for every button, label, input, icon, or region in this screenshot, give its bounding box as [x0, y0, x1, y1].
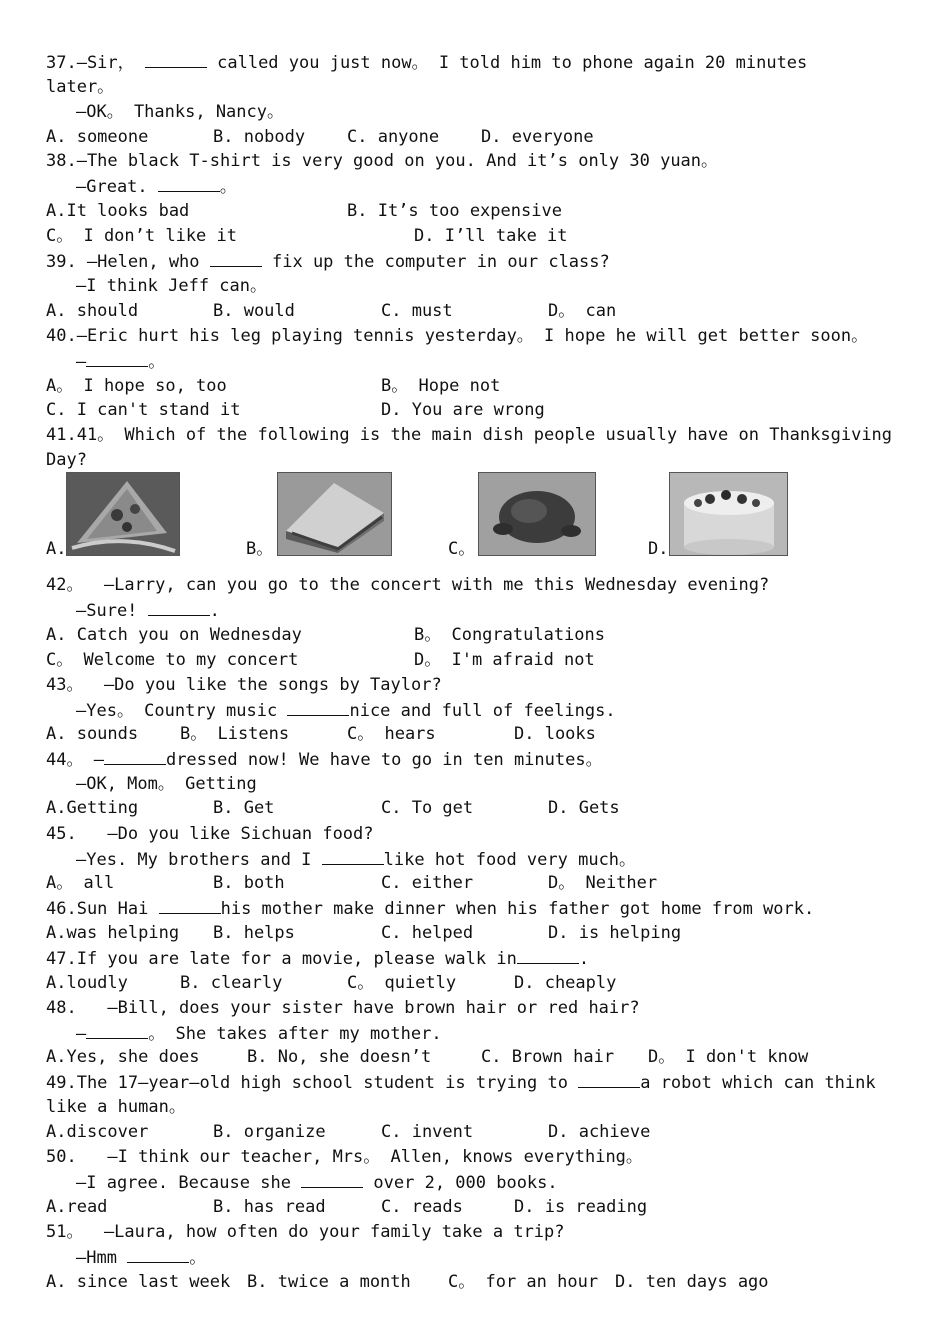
q42-reply-end: . [209, 601, 220, 621]
q37-option-d: D. everyone [481, 127, 594, 147]
q46-stem [46, 897, 814, 919]
q38-blank [158, 175, 220, 192]
q40-option-a: A。 I hope so, too [46, 376, 227, 396]
q38-reply-end: 。 [219, 177, 237, 197]
q38-option-b: B. It’s too expensive [347, 201, 562, 221]
q44-blank [104, 748, 166, 765]
q50-option-d: D. is reading [514, 1197, 648, 1217]
q40-option-d: D. You are wrong [381, 400, 545, 420]
q45-option-d: D。 Neither [548, 873, 658, 893]
q49-option-d: D. achieve [548, 1122, 651, 1142]
q39-reply: —I think Jeff can。 [76, 276, 267, 296]
q46-blank [159, 897, 221, 914]
q39-text-2: fix up the computer in our class? [261, 252, 610, 272]
q37-text-2: called you just now。 I told him to phone again 20 minutes [206, 53, 808, 73]
q51-option-a: A. since last week [46, 1272, 231, 1292]
q47-option-d: D. cheaply [514, 973, 617, 993]
q43-option-b: B。 Listens [180, 724, 290, 744]
q40-reply-end: 。 [148, 352, 166, 372]
q51-reply [76, 1246, 206, 1268]
q42-reply [76, 599, 220, 621]
q51-reply-text: —Hmm [76, 1248, 128, 1268]
q49-text: 49.The 17—year—old high school student is trying to [46, 1073, 579, 1093]
q38-option-d: D. I’ll take it [414, 226, 568, 246]
q38-option-c: C。 I don’t like it [46, 226, 237, 246]
q49-option-c: C. invent [381, 1122, 474, 1142]
q44-option-a: A.Getting [46, 798, 139, 818]
pizza-image [66, 472, 180, 556]
q41-stem: 41.41。 Which of the following is the main dish people usually have on Thanksgiving [46, 425, 893, 445]
q38-stem: 38.—The black T-shirt is very good on you. And it’s only 30 yuan。 [46, 151, 719, 171]
q43-reply-text: —Yes。 Country music [76, 701, 288, 721]
q39-blank [210, 250, 262, 267]
q48-option-d: D。 I don't know [648, 1047, 809, 1067]
q49-blank [578, 1071, 640, 1088]
q51-stem: 51。 —Laura, how often do your family take a trip? [46, 1222, 565, 1242]
q49-option-a: A.discover [46, 1122, 149, 1142]
q44-text-2: dressed now! We have to go in ten minutes。 [165, 750, 603, 770]
q51-option-b: B. twice a month [247, 1272, 411, 1292]
q46-option-d: D. is helping [548, 923, 682, 943]
q48-stem: 48. —Bill, does your sister have brown hair or red hair? [46, 998, 640, 1018]
q45-option-a: A。 all [46, 873, 115, 893]
q48-option-c: C. Brown hair [481, 1047, 615, 1067]
q37-text: 37.—Sir， [46, 53, 145, 73]
q50-reply-text: —I agree. Because she [76, 1173, 302, 1193]
q48-reply [76, 1022, 442, 1044]
q45-option-c: C. either [381, 873, 474, 893]
q43-blank [287, 699, 349, 716]
q41-option-b-label: B。 [246, 539, 274, 559]
q49-stem [46, 1071, 876, 1093]
q40-reply-text: — [76, 352, 87, 372]
q49-option-b: B. organize [213, 1122, 326, 1142]
q39-option-c: C. must [381, 301, 453, 321]
q47-option-b: B. clearly [180, 973, 283, 993]
q50-option-b: B. has read [213, 1197, 326, 1217]
q37-reply: —OK。 Thanks, Nancy。 [76, 102, 284, 122]
q48-option-b: B. No, she doesn’t [247, 1047, 432, 1067]
q43-option-d: D. looks [514, 724, 596, 744]
q48-reply-end: 。 She takes after my mother. [148, 1024, 442, 1044]
q48-option-a: A.Yes, she does [46, 1047, 200, 1067]
sandwich-image [277, 472, 392, 556]
q39-option-b: B. would [213, 301, 295, 321]
q48-blank [86, 1022, 148, 1039]
q46-text: 46.Sun Hai [46, 899, 159, 919]
q51-blank [127, 1246, 189, 1263]
q46-option-c: C. helped [381, 923, 474, 943]
q37-stem [46, 51, 807, 73]
q44-option-d: D. Gets [548, 798, 620, 818]
q40-blank [86, 350, 148, 367]
q51-reply-end: 。 [189, 1248, 207, 1268]
q42-reply-text: —Sure! [76, 601, 148, 621]
q44-option-c: C. To get [381, 798, 474, 818]
q47-option-c: C。 quietly [347, 973, 457, 993]
q50-blank [301, 1171, 363, 1188]
q45-reply [76, 848, 636, 870]
q37-stem-cont: later。 [46, 77, 115, 97]
q51-option-d: D. ten days ago [615, 1272, 769, 1292]
q40-option-c: C. I can't stand it [46, 400, 241, 420]
q41-option-d-label: D. [648, 539, 669, 559]
q51-option-c: C。 for an hour [448, 1272, 599, 1292]
q41-option-a-label: A. [46, 539, 67, 559]
q38-reply [76, 175, 237, 197]
q45-option-b: B. both [213, 873, 285, 893]
q46-option-a: A.was helping [46, 923, 180, 943]
q37-option-a: A. someone [46, 127, 149, 147]
q42-option-b: B。 Congratulations [414, 625, 605, 645]
q42-option-c: C。 Welcome to my concert [46, 650, 299, 670]
q43-option-c: C。 hears [347, 724, 436, 744]
q49-text-2: a robot which can think [640, 1073, 876, 1093]
q42-stem: 42。 —Larry, can you go to the concert with me this Wednesday evening? [46, 575, 770, 595]
q44-option-b: B. Get [213, 798, 275, 818]
q47-blank [517, 947, 579, 964]
q45-reply-end: like hot food very much。 [383, 850, 637, 870]
q45-stem: 45. —Do you like Sichuan food? [46, 824, 374, 844]
roast-turkey-image [478, 472, 596, 556]
q47-text: 47.If you are late for a movie, please walk in [46, 949, 517, 969]
q37-option-b: B. nobody [213, 127, 306, 147]
q38-reply-text: —Great. [76, 177, 158, 197]
q40-reply [76, 350, 165, 372]
q43-option-a: A. sounds [46, 724, 139, 744]
q38-option-a: A.It looks bad [46, 201, 190, 221]
cake-image [669, 472, 788, 556]
q50-reply-end: over 2, 000 books. [363, 1173, 558, 1193]
q37-blank [145, 51, 207, 68]
q44-text: 44。 — [46, 750, 104, 770]
q39-option-d: D。 can [548, 301, 617, 321]
q50-reply [76, 1171, 558, 1193]
q43-stem: 43。 —Do you like the songs by Taylor? [46, 675, 442, 695]
q44-stem [46, 748, 603, 770]
q39-option-a: A. should [46, 301, 139, 321]
q39-text: 39. —Helen, who [46, 252, 210, 272]
q49-stem-cont: like a human。 [46, 1097, 186, 1117]
q42-blank [148, 599, 210, 616]
q43-reply [76, 699, 616, 721]
q42-option-a: A. Catch you on Wednesday [46, 625, 302, 645]
q41-option-c-label: C。 [448, 539, 476, 559]
q45-reply-text: —Yes. My brothers and I [76, 850, 322, 870]
q47-text-2: . [578, 949, 590, 969]
q50-option-c: C. reads [381, 1197, 463, 1217]
q39-stem [46, 250, 610, 272]
q50-option-a: A.read [46, 1197, 108, 1217]
q46-option-b: B. helps [213, 923, 295, 943]
q42-option-d: D。 I'm afraid not [414, 650, 595, 670]
q40-stem: 40.—Eric hurt his leg playing tennis yesterday。 I hope he will get better soon。 [46, 326, 869, 346]
q41-stem-cont: Day? [46, 450, 87, 470]
q48-reply-text: — [76, 1024, 87, 1044]
q45-blank [322, 848, 384, 865]
q47-stem [46, 947, 589, 969]
q46-text-2: his mother make dinner when his father got home from work. [220, 899, 815, 919]
q50-stem: 50. —I think our teacher, Mrs。 Allen, knows everything。 [46, 1147, 643, 1167]
q40-option-b: B。 Hope not [381, 376, 501, 396]
q37-option-c: C. anyone [347, 127, 440, 147]
q44-reply: —OK, Mom。 Getting [76, 774, 257, 794]
q47-option-a: A.loudly [46, 973, 128, 993]
q43-reply-end: nice and full of feelings. [349, 701, 616, 721]
